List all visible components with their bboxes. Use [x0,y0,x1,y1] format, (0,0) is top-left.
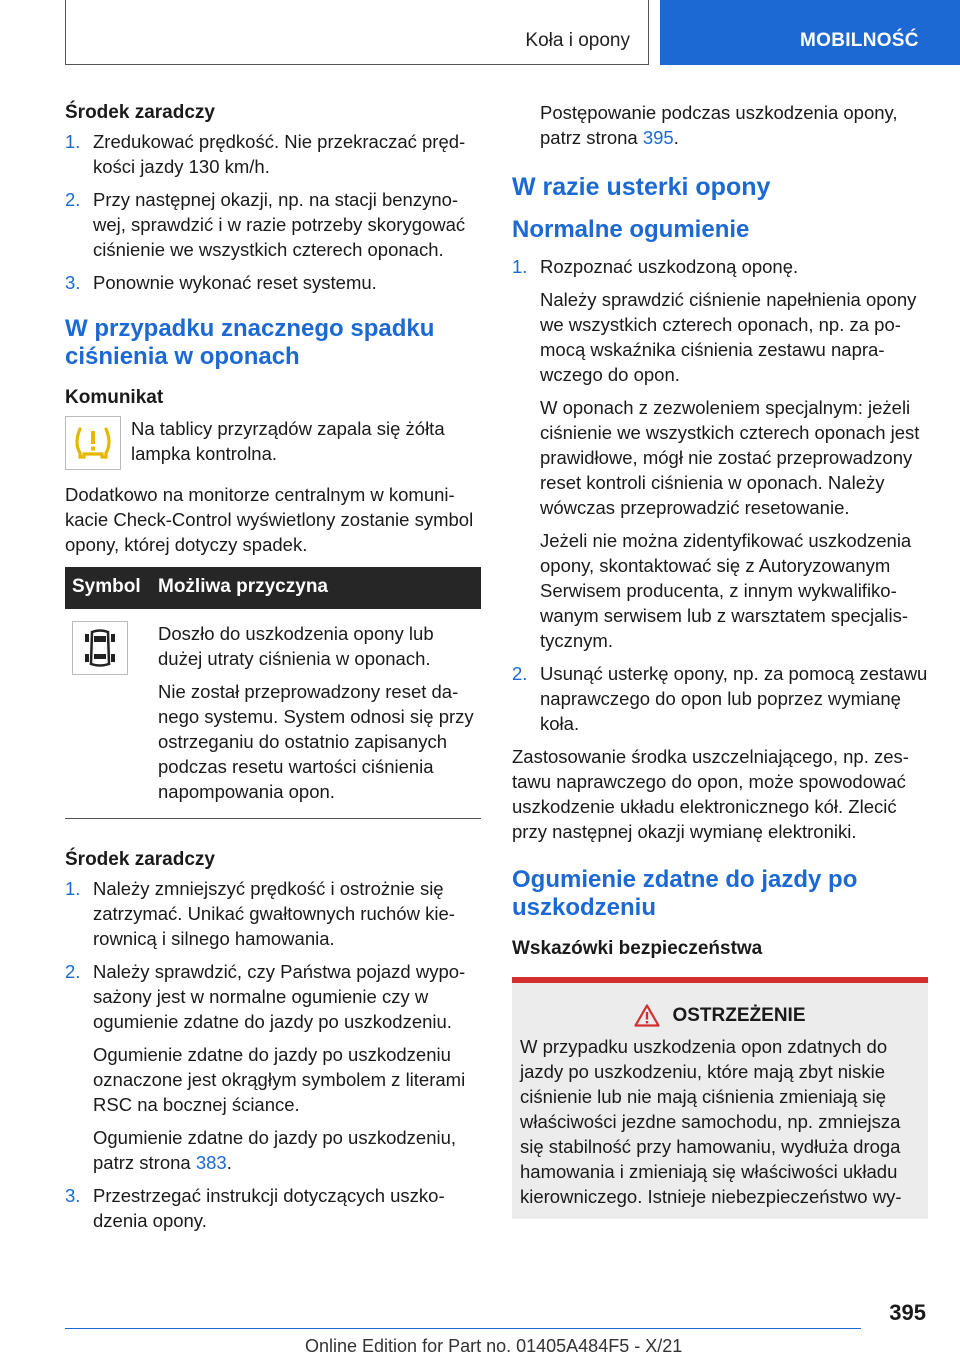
step-text: Usunąć usterkę opony, np. za pomocą zestawu naprawczego do opon lub poprzez wymianę koła. [540,663,928,734]
list-item [65,1183,481,1233]
step-text: Przestrzegać instrukcji dotyczących uszkodzenia opony. [93,1185,445,1231]
list-item [65,187,481,262]
step-text: Zredukować prędkość. Nie przekraczać prędkości jazdy 130 km/h. [93,131,466,177]
continued-text [512,100,928,150]
left-column [65,100,481,1241]
additional-text: Dodatkowo na monitorze centralnym w komunikacie Check-Control wyświetlony zostanie symbol opony, której dotyczy spadek. [65,484,474,555]
list-item [65,876,481,951]
step-number: 2. [512,663,528,684]
page-link-395[interactable]: 395 [642,127,674,148]
step-number: 3. [65,1185,81,1206]
footer-divider [65,1328,861,1329]
step-text: Rozpoznać uszkodzoną oponę. [540,256,799,277]
step-text: Ogumienie zdatne do jazdy po uszkodzeniu oznaczone jest okrągłym symbolem z literami RSC na bocznej ściance. [93,1044,466,1115]
step-number: 2. [65,961,81,982]
step-text: Jeżeli nie można zidentyfikować uszkodzenia opony, skontaktować się z Autoryzowanym Serwisem producenta, z innym wykwalifikowanym serwisem lub z warsztatem specjalistycznym. [540,530,912,651]
car-tire-icon [72,621,128,675]
col-cause: Możliwa przyczyna [151,567,481,609]
message-text: Na tablicy przyrządów zapala się żółta lampka kontrolna. [131,418,445,464]
step-text [93,1125,481,1175]
step-number: 1. [65,878,81,899]
step-number: 2. [65,189,81,210]
section-title: Koła i opony [525,30,630,51]
chapter-tab [660,0,960,65]
warning-triangle-icon [634,1004,660,1027]
section-heading: Ogumienie zdatne do jazdy po uszkodzeniu [512,866,858,921]
list-item [512,661,928,736]
warning-title: OSTRZEŻENIE [672,1005,806,1026]
list-item [65,270,481,295]
ref-text: Ogumienie zdatne do jazdy po uszkodzeniu, patrz strona [93,1127,457,1173]
cause-text: Nie został przeprowadzony reset danego systemu. System odnosi się przy ostrzeganiu do ostatnio zapisanych podczas resetu wartości ciśnienia napompowania opon. [158,681,474,802]
step-number: 1. [512,256,528,277]
section-heading: W przypadku znacznego spadku ciśnienia w oponach [65,315,435,370]
remedy-title: Środek zaradczy [65,849,215,870]
list-item [65,129,481,179]
col-symbol: Symbol [65,567,151,609]
sealant-text: Zastosowanie środka uszczelniającego, np. zestawu naprawczego do opon, może spowodować uszkodzenie układu elektronicznego kół. Zlecić przy następnej okazji wymianę elektroniki. [512,746,909,842]
symbol-table [65,567,481,819]
step-text: Należy sprawdzić, czy Państwa pojazd wyposażony jest w normalne ogumienie czy w ogumienie zdatne do jazdy po uszkodzeniu. [93,961,466,1032]
list-item [65,959,481,1175]
remedy-list [65,129,481,295]
safety-title: Wskazówki bezpieczeństwa [512,938,763,959]
ref-text: Postępowanie podczas uszkodzenia opony, patrz strona [540,102,898,148]
tire-pressure-warning-icon [65,416,121,470]
section-tab [65,0,649,65]
step-text: Przy następnej okazji, np. na stacji benzynowej, sprawdzić i w razie potrzeby skorygować ciśnienie we wszystkich czterech oponach. [93,189,466,260]
page-header [0,0,960,66]
step-text: Należy zmniejszyć prędkość i ostrożnie się zatrzymać. Unikać gwałtownych ruchów kierownicą i silnego hamowania. [93,878,455,949]
chapter-title: MOBILNOŚĆ [800,30,919,51]
ref-text: . [673,127,679,148]
table-row [65,609,481,819]
remedy-title: Środek zaradczy [65,102,215,123]
symbol-cell [65,609,151,819]
step-number: 3. [65,272,81,293]
warning-header [520,1003,920,1028]
cause-cell [151,609,481,819]
step-text: Ponownie wykonać reset systemu. [93,272,377,293]
footer-edition: Online Edition for Part no. 01405A484F5 - X/21 [305,1336,683,1356]
main-heading: W razie usterki opony [512,173,771,201]
cause-text: Doszło do uszkodzenia opony lub dużej utraty ciśnienia w oponach. [158,623,434,669]
remedy-list [65,876,481,1233]
step-text: Należy sprawdzić ciśnienie napełnienia opony we wszystkich czterech oponach, np. za pomocą wskaźnika ciśnienia zestawu naprawczego do opon. [540,289,917,385]
step-text: W oponach z zezwoleniem specjalnym: jeżeli ciśnienie we wszystkich czterech oponach jest prawidłowe, mógł nie zostać przeprowadzony reset kontroli ciśnienia w oponach. Należy wówczas przeprowadzić resetowanie. [540,397,920,518]
warning-box [512,977,928,1219]
warning-text: W przypadku uszkodzenia opon zdatnych do jazdy po uszkodzeniu, które mają zbyt niskie ciśnienie lub nie mają ciśnienia zmieniają się właściwości jezdne samochodu, np. zmniejsza się stabilność przy hamowaniu, wydłuża droga hamowania i zmieniają się właściwości układu kierowniczego. Istnieje niebezpieczeństwo wy- [520,1036,902,1207]
section-heading: Normalne ogumienie [512,216,750,243]
step-number: 1. [65,131,81,152]
ref-text: . [226,1152,232,1173]
list-item [512,254,928,653]
page-number: 395 [889,1300,926,1325]
right-column [512,100,928,1219]
message-block [65,416,481,470]
message-title: Komunikat [65,387,164,408]
repair-list [512,254,928,736]
page-link-383[interactable]: 383 [195,1152,227,1173]
